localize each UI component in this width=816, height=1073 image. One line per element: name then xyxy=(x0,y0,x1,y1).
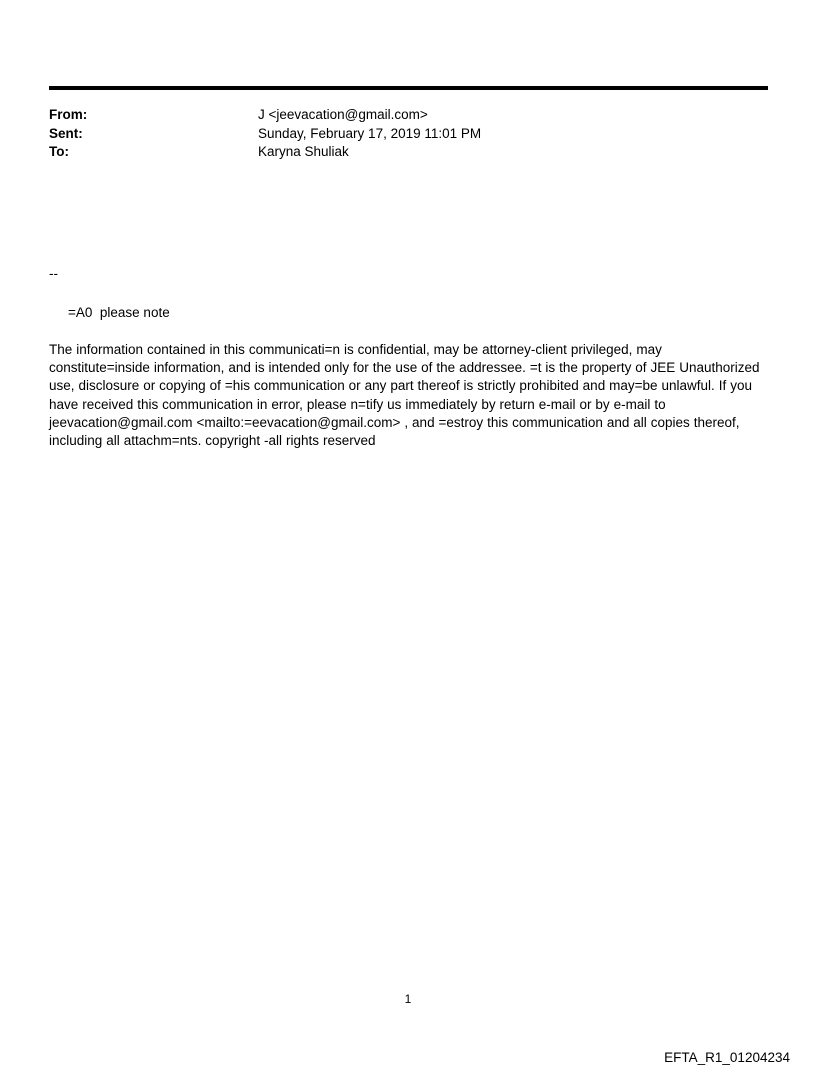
header-row-to xyxy=(49,143,768,162)
header-row-from xyxy=(49,106,768,125)
email-header-block xyxy=(49,106,768,162)
note-text: =A0 please note xyxy=(68,305,170,320)
to-label: To: xyxy=(49,144,69,159)
header-row-sent xyxy=(49,125,768,144)
to-value: Karyna Shuliak xyxy=(258,144,349,159)
sent-value: Sunday, February 17, 2019 11:01 PM xyxy=(258,125,482,141)
disclaimer-text: The information contained in this communicati=n is confidential, may be attorney-client privileged, may constitute=inside information, and is intended only for the use of the addressee. =t is the property of JEE Unauthorized use, disclosure or copying of =his communication or any part thereof is strictly prohibited and may=be unlawful. If you have received this communication in error, please n=tify us immediately by return e-mail or by e-mail to jeevacation@gmail.com <mailto:=eevacation@gmail.com> , and =estroy this communication and all copies thereof, including all attachm=nts. copyright -all rights reserved xyxy=(49,342,760,449)
bates-number: EFTA_R1_01204234 xyxy=(664,1050,790,1065)
sent-label: Sent: xyxy=(49,125,83,141)
from-label: From: xyxy=(49,107,88,122)
signature-separator: -- xyxy=(49,266,58,281)
header-divider-rule xyxy=(49,86,768,90)
page-number: 1 xyxy=(404,992,412,1006)
from-value: J <jeevacation@gmail.com> xyxy=(258,107,428,122)
